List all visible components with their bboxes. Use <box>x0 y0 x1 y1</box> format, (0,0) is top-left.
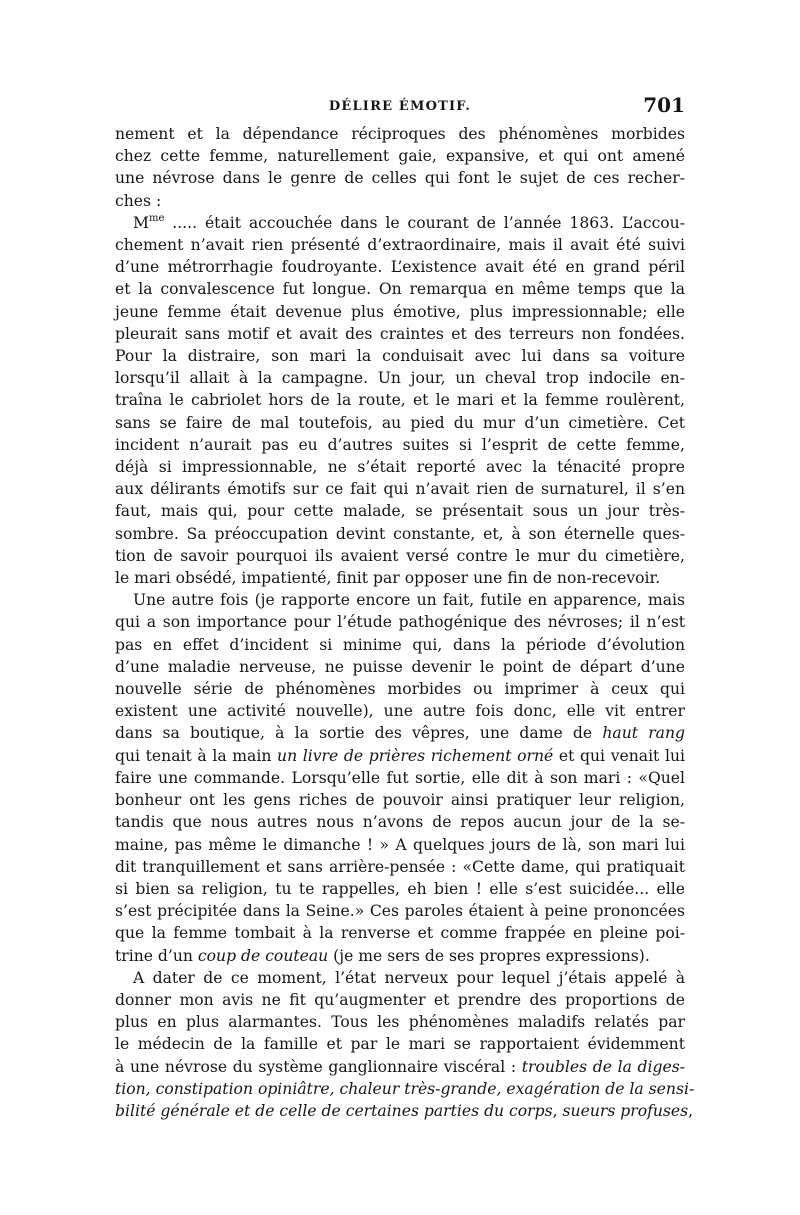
text-segment: ches : <box>115 191 162 210</box>
text-line <box>115 212 685 234</box>
text-line <box>115 301 685 323</box>
body-text <box>115 123 695 1122</box>
text-line <box>115 567 685 589</box>
text-line <box>115 190 685 212</box>
text-segment: tandis que nous autres nous n’avons de repos aucun jour de la se- <box>115 813 685 832</box>
text-segment: tion de savoir pourquoi ils avaient versé contre le mur du cimetière, <box>115 546 685 565</box>
text-line <box>115 389 685 411</box>
text-line <box>115 745 685 767</box>
text-segment: déjà si impressionnable, ne s’était reporté avec la ténacité propre <box>115 458 685 477</box>
text-segment: le médecin de la famille et par le mari se rapportaient évidemment <box>115 1035 685 1054</box>
text-segment: et la convalescence fut longue. On remarqua en même temps que la <box>115 280 685 299</box>
text-segment: faut, mais qui, pour cette malade, se présentait sous un jour très- <box>115 502 685 521</box>
text-line <box>115 634 685 656</box>
italic-text: un livre de prières richement orné <box>277 746 554 765</box>
text-line <box>115 1078 695 1100</box>
text-segment: lorsqu’il allait à la campagne. Un jour, un cheval trop indocile en- <box>115 369 685 388</box>
text-line <box>115 456 685 478</box>
text-line <box>115 611 685 633</box>
text-line <box>115 478 685 500</box>
text-segment: sans se faire de mal toutefois, au pied du mur d’un cimetière. Cet <box>115 413 685 432</box>
text-segment: faire une commande. Lorsqu’elle fut sortie, elle dit à son mari : «Quel <box>115 768 685 787</box>
text-line <box>115 256 685 278</box>
text-segment: d’une métrorrhagie foudroyante. L’existence avait été en grand péril <box>115 258 685 277</box>
text-segment: ..... était accouchée dans le courant de l’année 1863. L’accou- <box>164 213 685 232</box>
text-segment: d’une maladie nerveuse, ne puisse devenir le point de départ d’une <box>115 657 685 676</box>
text-segment: le mari obsédé, impatienté, finit par opposer une fin de non-recevoir. <box>115 569 661 588</box>
text-line <box>115 722 685 744</box>
text-line <box>115 856 685 878</box>
text-segment: pas en effet d’incident si minime qui, dans la période d’évolution <box>115 635 685 654</box>
text-segment: maine, pas même le dimanche ! » A quelques jours de là, son mari lui <box>115 835 685 854</box>
italic-text: troubles de la diges- <box>521 1057 686 1076</box>
text-line <box>115 523 685 545</box>
text-line <box>115 900 685 922</box>
text-segment: trine d’un <box>115 946 198 965</box>
italic-text: tion, constipation opiniâtre, chaleur très-grande, exagération de la sensi- <box>115 1079 695 1098</box>
text-segment: donner mon avis ne fit qu’augmenter et prendre des proportions de <box>115 990 685 1009</box>
text-line <box>115 700 685 722</box>
text-line <box>115 967 685 989</box>
italic-text: haut rang <box>602 724 685 743</box>
text-segment: M <box>133 213 149 232</box>
text-line <box>115 278 685 300</box>
text-segment: traîna le cabriolet hors de la route, et le mari et la femme roulèrent, <box>115 391 685 410</box>
text-line <box>115 167 685 189</box>
text-line <box>115 767 685 789</box>
text-line <box>115 545 685 567</box>
text-segment: aux délirants émotifs sur ce fait qui n’avait rien de surnaturel, il s’en <box>115 480 685 499</box>
italic-text: sueurs profuses <box>562 1101 689 1120</box>
text-line <box>115 500 685 522</box>
italic-text: bilité générale et de celle de certaines parties du corps <box>115 1101 553 1120</box>
text-line <box>115 1056 685 1078</box>
text-segment: incident n’aurait pas eu d’autres suites si l’esprit de cette femme, <box>115 435 685 454</box>
text-line <box>115 789 685 811</box>
text-line <box>115 345 685 367</box>
book-page <box>115 93 695 1122</box>
text-segment: (je me sers de ses propres expressions). <box>328 946 650 965</box>
text-segment: Pour la distraire, son mari la conduisait avec lui dans sa voiture <box>115 347 685 366</box>
italic-text: coup de couteau <box>197 946 329 965</box>
text-segment: bonheur ont les gens riches de pouvoir ainsi pratiquer leur religion, <box>115 791 685 810</box>
text-segment: Une autre fois (je rapporte encore un fait, futile en apparence, mais <box>133 591 685 610</box>
text-line <box>115 678 685 700</box>
running-head <box>115 93 685 123</box>
text-segment: dans sa boutique, à la sortie des vêpres, une dame de <box>115 724 603 743</box>
text-line <box>115 656 685 678</box>
text-line <box>115 1100 694 1122</box>
text-segment: pleurait sans motif et avait des craintes et des terreurs non fondées. <box>115 324 685 343</box>
text-line <box>115 989 685 1011</box>
text-line <box>115 234 685 256</box>
text-segment: sombre. Sa préoccupation devint constante, et, à son éternelle ques- <box>115 524 685 543</box>
text-segment: nouvelle série de phénomènes morbides ou imprimer à ceux qui <box>115 680 685 699</box>
text-segment: une névrose dans le genre de celles qui font le sujet de ces recher- <box>115 169 685 188</box>
text-line <box>115 589 685 611</box>
text-line <box>115 434 685 456</box>
text-segment: chez cette femme, naturellement gaie, expansive, et qui ont amené <box>115 147 685 166</box>
text-segment: dit tranquillement et sans arrière-pensée : «Cette dame, qui pratiquait <box>115 857 685 876</box>
text-line <box>115 145 685 167</box>
text-line <box>115 367 685 389</box>
text-line <box>115 123 685 145</box>
text-line <box>115 1033 685 1055</box>
text-segment: à une névrose du système ganglionnaire viscéral : <box>115 1057 522 1076</box>
text-segment: qui tenait à la main <box>115 746 278 765</box>
text-segment: que la femme tombait à la renverse et comme frappée en pleine poi- <box>115 924 685 943</box>
text-segment: qui a son importance pour l’étude pathogénique des névroses; il n’est <box>115 613 685 632</box>
text-segment: , <box>552 1101 563 1120</box>
text-segment: chement n’avait rien présenté d’extraordinaire, mais il avait été suivi <box>115 236 685 255</box>
text-line <box>115 878 685 900</box>
text-segment: , <box>688 1101 694 1120</box>
text-segment: plus en plus alarmantes. Tous les phénomènes maladifs relatés par <box>115 1013 685 1032</box>
superscript: me <box>148 212 165 224</box>
text-segment: nement et la dépendance réciproques des phénomènes morbides <box>115 125 685 143</box>
running-title: DÉLIRE ÉMOTIF. <box>328 99 472 114</box>
text-segment: s’est précipitée dans la Seine.» Ces paroles étaient à peine prononcées <box>115 902 685 921</box>
text-line <box>115 922 685 944</box>
text-line <box>115 323 685 345</box>
text-segment: si bien sa religion, tu te rappelles, eh bien ! elle s’est suicidée... elle <box>115 879 685 898</box>
text-segment: et qui venait lui <box>553 746 685 765</box>
text-line <box>115 1011 685 1033</box>
text-line <box>115 945 685 967</box>
text-line <box>115 834 685 856</box>
page-number: 701 <box>643 93 685 117</box>
text-segment: jeune femme était devenue plus émotive, plus impressionnable; elle <box>115 302 685 321</box>
text-segment: existent une activité nouvelle), une autre fois donc, elle vit entrer <box>115 702 685 721</box>
text-segment: A dater de ce moment, l’état nerveux pour lequel j’étais appelé à <box>133 968 685 987</box>
text-line <box>115 412 685 434</box>
text-line <box>115 811 685 833</box>
